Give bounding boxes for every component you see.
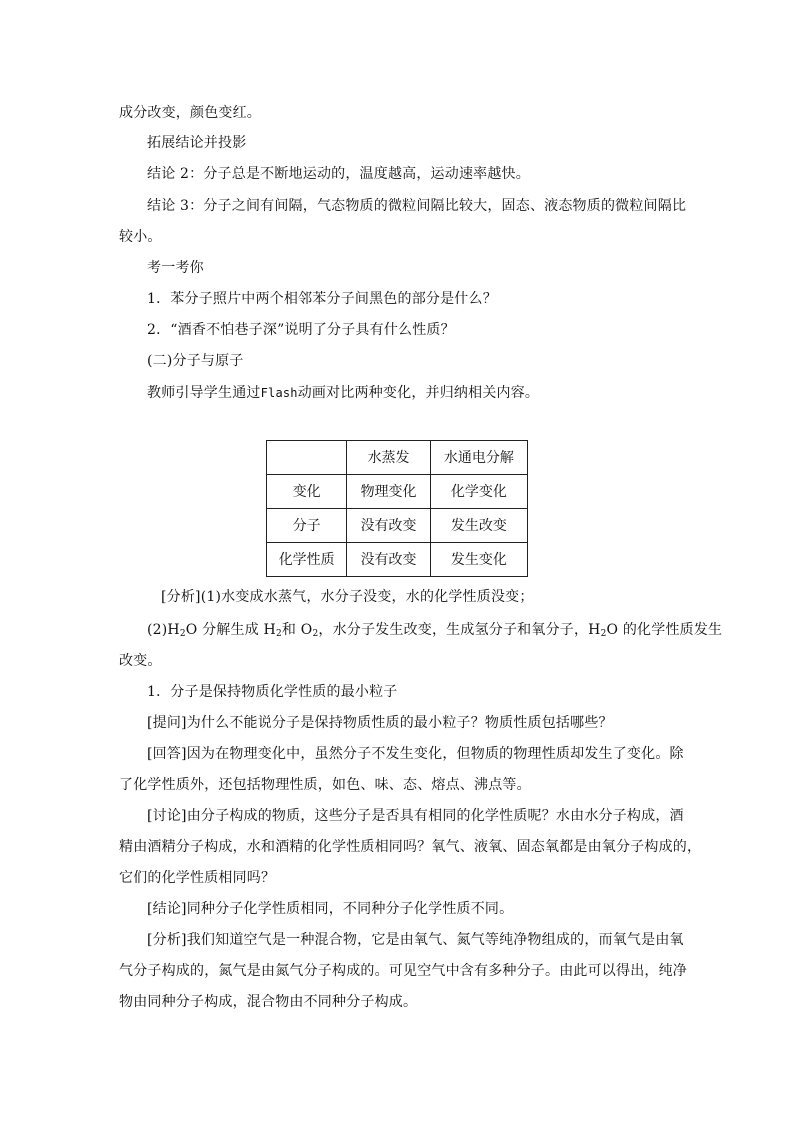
text-span: ，水分子发生改变，生成氢分子和氧分子，H: [318, 622, 601, 638]
text-span: (2)H: [147, 622, 180, 638]
table-cell: 变化: [267, 475, 347, 509]
subscript: 2: [275, 629, 282, 639]
table-header-cell: 水通电分解: [430, 441, 527, 475]
subscript: 2: [312, 629, 319, 639]
discussion-cont: 精由酒精分子构成，水和酒精的化学性质相同吗？氧气、液氧、固态氧都是由氧分子构成的，: [119, 839, 702, 855]
quiz-question-2: 2．“酒香不怕巷子深”说明了分子具有什么性质？: [147, 322, 455, 338]
conclusion-3: 结论 3：分子之间有间隔，气态物质的微粒间隔比较大，固态、液态物质的微粒间隔比: [147, 198, 687, 214]
analysis-2: [147, 620, 722, 640]
analysis-3-cont: 物由同种分子构成，混合物由不同种分子构成。: [119, 994, 418, 1010]
teacher-guidance: [147, 383, 539, 403]
point-heading: 1．分子是保持物质化学性质的最小粒子: [147, 684, 398, 700]
answer-cont: 了化学性质外，还包括物理性质，如色、味、态、熔点、沸点等。: [119, 777, 531, 793]
quiz-question-1: 1．苯分子照片中两个相邻苯分子间黑色的部分是什么？: [147, 291, 497, 307]
table-header-row: [267, 441, 528, 475]
question: [提问]为什么不能说分子是保持物质性质的最小粒子？物质性质包括哪些？: [147, 715, 613, 731]
table-cell: 发生变化: [430, 543, 527, 577]
analysis-1: [分析](1)水变成水蒸气，水分子没变，水的化学性质没变；: [161, 589, 534, 605]
table-cell: 发生改变: [430, 509, 527, 543]
quiz-heading: 考一考你: [147, 260, 204, 276]
analysis-2-cont: 改变。: [119, 653, 162, 669]
discussion: [讨论]由分子构成的物质，这些分子是否具有相同的化学性质呢？水由水分子构成，酒: [147, 808, 684, 824]
conclusion: [结论]同种分子化学性质相同，不同种分子化学性质不同。: [147, 901, 514, 917]
table-cell: 没有改变: [347, 509, 430, 543]
subscript: 2: [600, 629, 607, 639]
table-row: [267, 543, 528, 577]
table-cell: 化学性质: [267, 543, 347, 577]
table-row: [267, 475, 528, 509]
table-cell: 分子: [267, 509, 347, 543]
paragraph-line: 成分改变，颜色变红。: [119, 105, 261, 121]
table-cell: 化学变化: [430, 475, 527, 509]
conclusion-3-cont: 较小。: [119, 229, 162, 245]
section-heading: (二)分子与原子: [147, 353, 244, 369]
text-span: O 的化学性质发生: [606, 622, 723, 638]
comparison-table: [266, 440, 528, 577]
analysis-3: [分析]我们知道空气是一种混合物，它是由氧气、氮气等纯净物组成的，而氧气是由氧: [147, 932, 684, 948]
subscript: 2: [179, 629, 186, 639]
text-span: 教师引导学生通过: [147, 385, 261, 401]
flash-term: Flash: [260, 386, 298, 400]
text-span: 和 O: [281, 622, 313, 638]
table-header-cell: 水蒸发: [347, 441, 430, 475]
table-cell: 物理变化: [347, 475, 430, 509]
analysis-3-cont: 气分子构成的，氮气是由氮气分子构成的。可见空气中含有多种分子。由此可以得出，纯净: [119, 963, 687, 979]
table-row: [267, 509, 528, 543]
conclusion-2: 结论 2：分子总是不断地运动的，温度越高，运动速率越快。: [147, 166, 530, 182]
text-span: 动画对比两种变化，并归纳相关内容。: [297, 385, 540, 401]
paragraph-heading: 拓展结论并投影: [147, 135, 247, 151]
table-header-cell: [267, 441, 347, 475]
answer: [回答]因为在物理变化中，虽然分子不发生变化，但物质的物理性质却发生了变化。除: [147, 746, 684, 762]
table-cell: 没有改变: [347, 543, 430, 577]
text-span: O 分解生成 H: [185, 622, 276, 638]
discussion-cont: 它们的化学性质相同吗？: [119, 870, 276, 886]
